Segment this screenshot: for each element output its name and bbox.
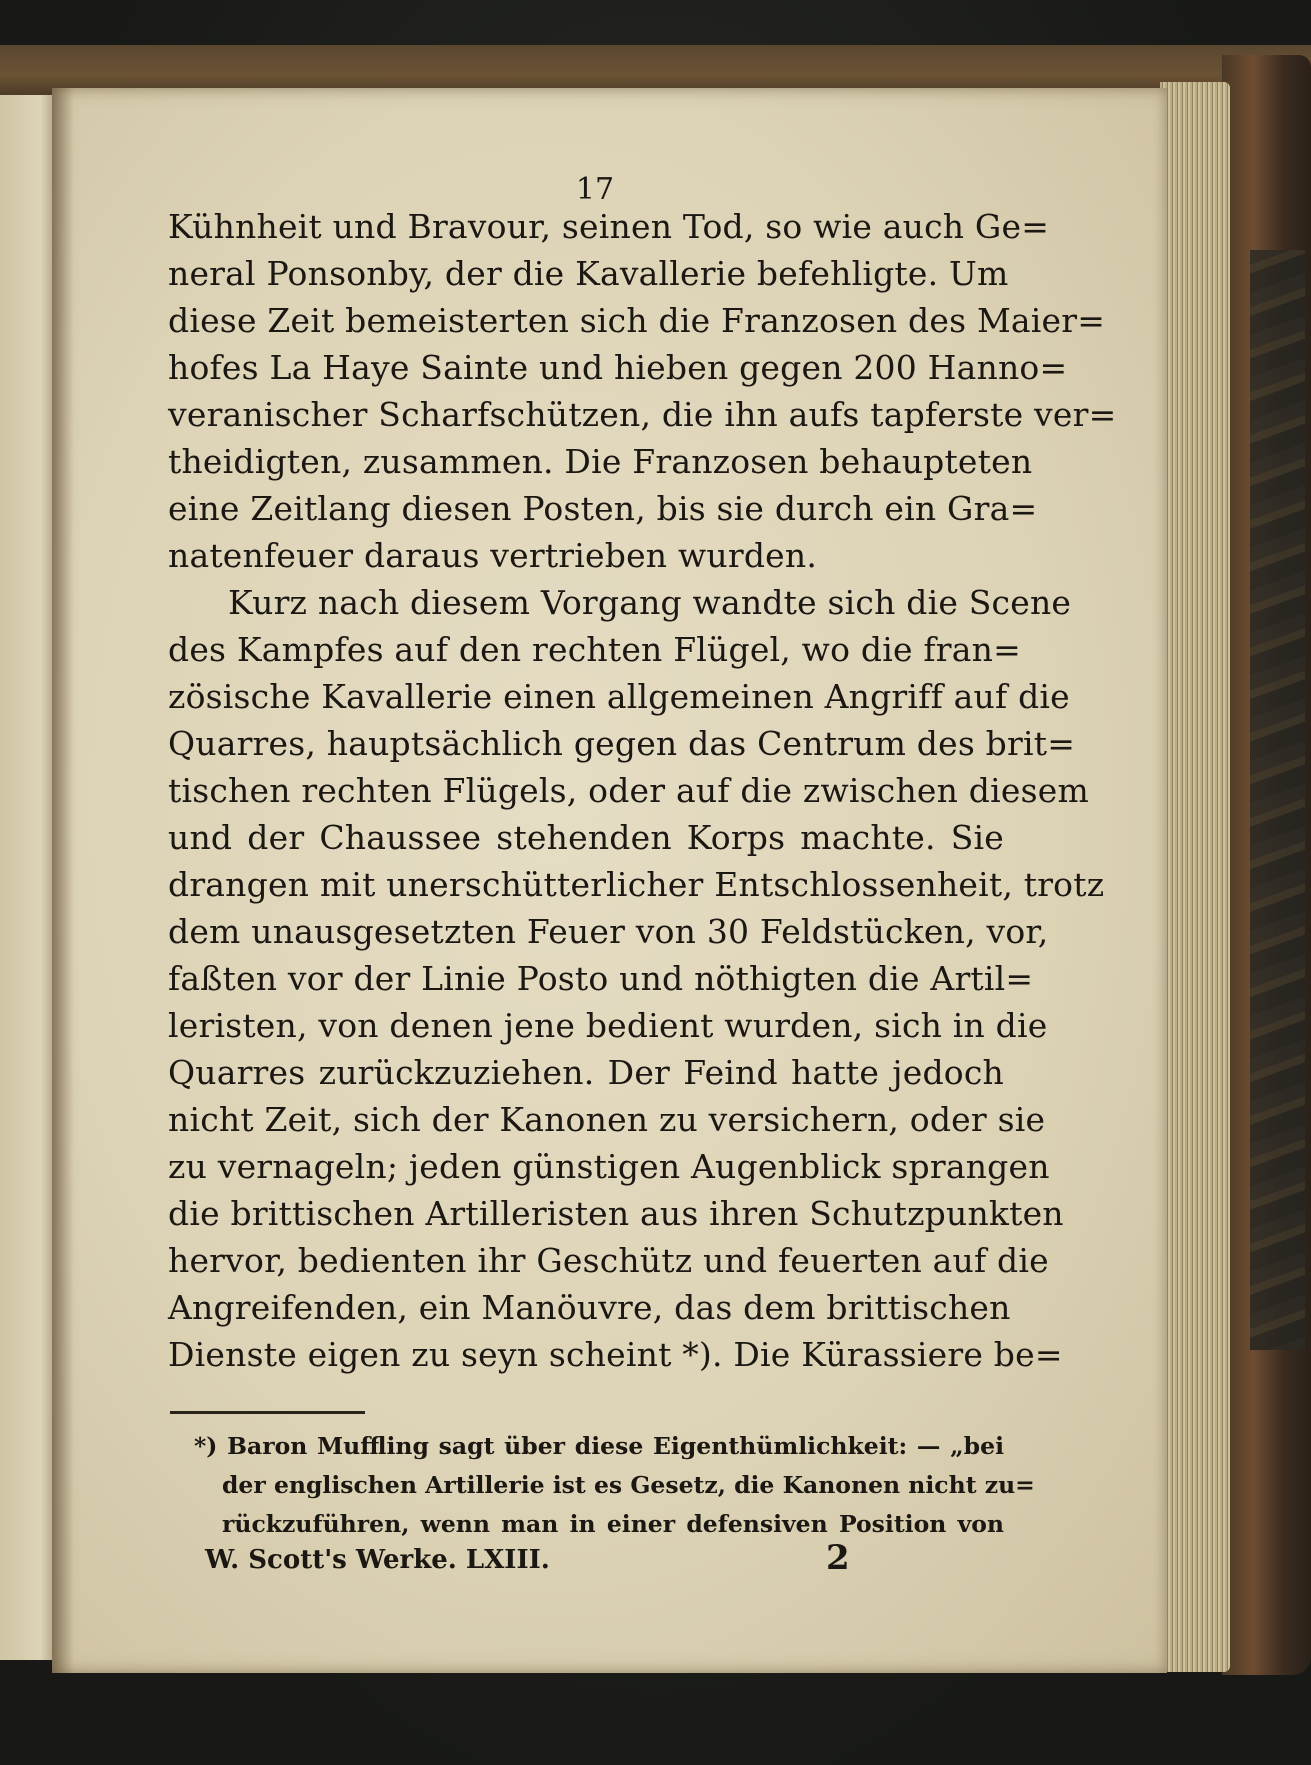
page-gutter-shadow	[52, 88, 74, 1673]
body-line: zu vernageln; jeden günstigen Augenblick sprangen	[168, 1147, 1050, 1186]
body-line: natenfeuer daraus vertrieben wurden.	[168, 536, 818, 575]
page-number: 17	[575, 172, 615, 207]
body-line: hofes La Haye Sainte und hieben gegen 200 Hanno=	[168, 348, 1068, 387]
body-line: die brittischen Artilleristen aus ihren Schutzpunkten	[168, 1194, 1064, 1233]
book-cover-marbling	[1250, 250, 1305, 1350]
footnote-line: *) Baron Muffling sagt über diese Eigenthümlichkeit: — „bei	[194, 1432, 1004, 1460]
footnote-line: rückzuführen, wenn man in einer defensiven Position von	[222, 1510, 1004, 1538]
body-line: Angreifenden, ein Manöuvre, das dem brittischen	[168, 1288, 1011, 1327]
body-line: des Kampfes auf den rechten Flügel, wo die fran=	[168, 630, 1021, 669]
body-line: Quarres zurückzuziehen. Der Feind hatte jedoch	[168, 1053, 1004, 1092]
facing-page-edge	[0, 95, 58, 1660]
body-line: neral Ponsonby, der die Kavallerie befehligte. Um	[168, 254, 1009, 293]
body-line: nicht Zeit, sich der Kanonen zu versichern, oder sie	[168, 1100, 1046, 1139]
body-line: diese Zeit bemeisterten sich die Franzosen des Maier=	[168, 301, 1106, 340]
body-line: zösische Kavallerie einen allgemeinen Angriff auf die	[168, 677, 1070, 716]
footnote-rule	[170, 1411, 365, 1414]
body-line: eine Zeitlang diesen Posten, bis sie durch ein Gra=	[168, 489, 1038, 528]
body-line: und der Chaussee stehenden Korps machte. Sie	[168, 818, 1004, 857]
body-line: Dienste eigen zu seyn scheint *). Die Kürassiere be=	[168, 1335, 1063, 1374]
body-line: dem unausgesetzten Feuer von 30 Feldstücken, vor,	[168, 912, 1049, 951]
body-line: Quarres, hauptsächlich gegen das Centrum des brit=	[168, 724, 1076, 763]
body-line: tischen rechten Flügels, oder auf die zwischen diesem	[168, 771, 1089, 810]
body-line: faßten vor der Linie Posto und nöthigten die Artil=	[168, 959, 1034, 998]
footnote-line: der englischen Artillerie ist es Gesetz, die Kanonen nicht zu=	[222, 1471, 1035, 1499]
body-line: drangen mit unerschütterlicher Entschlossenheit, trotz	[168, 865, 1105, 904]
body-line: theidigten, zusammen. Die Franzosen behaupteten	[168, 442, 1033, 481]
body-line: Kühnheit und Bravour, seinen Tod, so wie auch Ge=	[168, 207, 1050, 246]
body-line: hervor, bedienten ihr Geschütz und feuerten auf die	[168, 1241, 1049, 1280]
page-edges	[1160, 82, 1230, 1672]
body-line: veranischer Scharfschützen, die ihn aufs tapferste ver=	[168, 395, 1117, 434]
printer-signature: W. Scott's Werke. LXIII.	[205, 1545, 550, 1575]
body-line: leristen, von denen jene bedient wurden, sich in die	[168, 1006, 1048, 1045]
body-line-paragraph-start: Kurz nach diesem Vorgang wandte sich die Scene	[228, 583, 1072, 622]
signature-mark: 2	[826, 1538, 850, 1578]
